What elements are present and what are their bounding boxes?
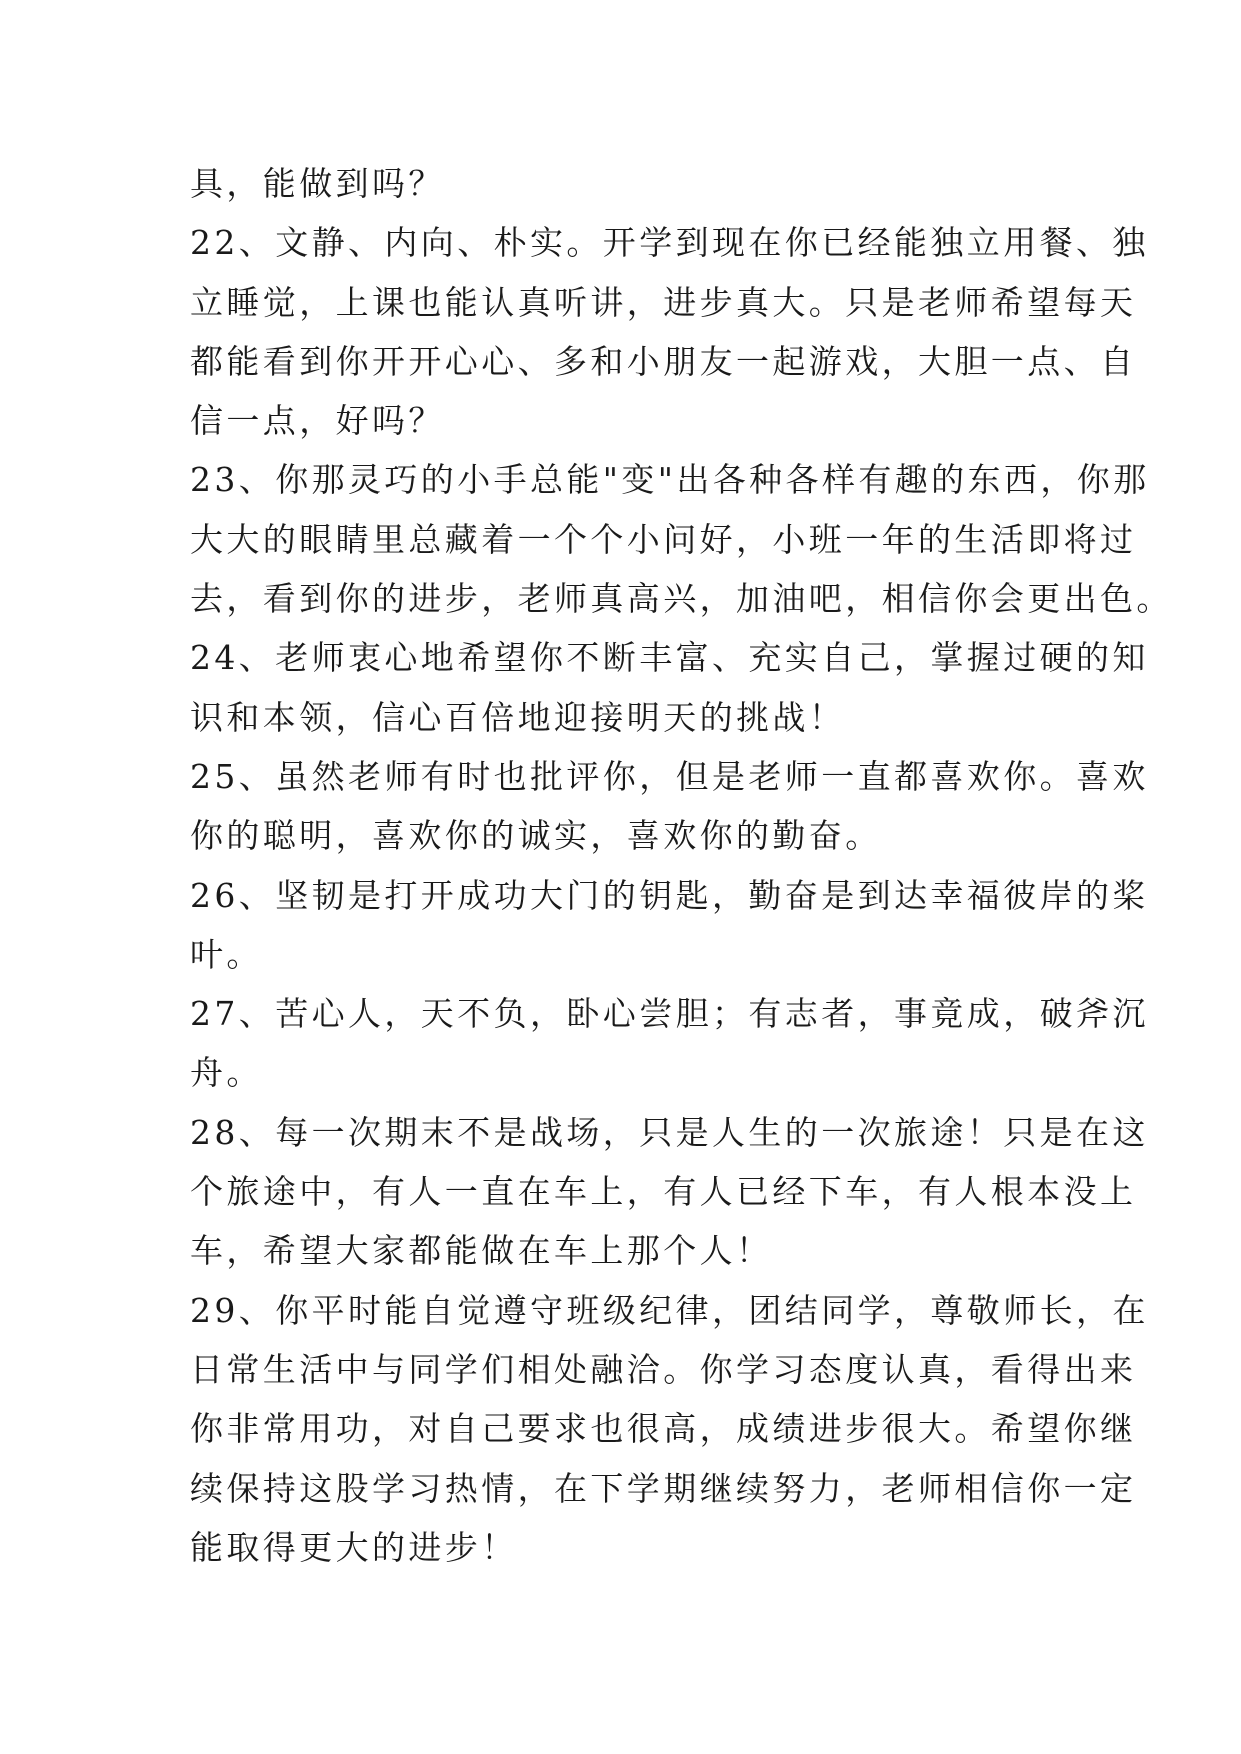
text-line: 日常生活中与同学们相处融洽。你学习态度认真，看得出来: [190, 1349, 1137, 1389]
text-line: 信一点，好吗？: [190, 401, 445, 441]
text-line: 续保持这股学习热情，在下学期继续努力，老师相信你一定: [190, 1468, 1137, 1508]
text-line: 29、你平时能自觉遵守班级纪律，团结同学，尊敬师长，在: [190, 1290, 1149, 1330]
text-line: 舟。: [190, 1053, 263, 1093]
text-line: 28、每一次期末不是战场，只是人生的一次旅途！只是在这: [190, 1112, 1149, 1152]
text-line: 叶。: [190, 934, 263, 974]
text-line: 24、老师衷心地希望你不断丰富、充实自己，掌握过硬的知: [190, 638, 1149, 678]
text-line: 立睡觉，上课也能认真听讲，进步真大。只是老师希望每天: [190, 282, 1137, 322]
text-line: 去，看到你的进步，老师真高兴，加油吧，相信你会更出色。: [190, 579, 1173, 619]
text-line: 26、坚韧是打开成功大门的钥匙，勤奋是到达幸福彼岸的桨: [190, 875, 1149, 915]
text-line: 25、虽然老师有时也批评你，但是老师一直都喜欢你。喜欢: [190, 756, 1149, 796]
text-line: 22、文静、内向、朴实。开学到现在你已经能独立用餐、独: [190, 223, 1149, 263]
text-line: 能取得更大的进步！: [190, 1527, 518, 1567]
text-line: 个旅途中，有人一直在车上，有人已经下车，有人根本没上: [190, 1172, 1137, 1212]
text-line: 你非常用功，对自己要求也很高，成绩进步很大。希望你继: [190, 1409, 1137, 1449]
text-line: 具，能做到吗？: [190, 164, 445, 203]
text-line: 车，希望大家都能做在车上那个人！: [190, 1231, 773, 1271]
text-line: 23、你那灵巧的小手总能"变"出各种各样有趣的东西，你那: [190, 460, 1150, 500]
text-line: 27、苦心人，天不负，卧心尝胆；有志者，事竟成，破斧沉: [190, 994, 1149, 1034]
document-body: [190, 154, 1173, 1577]
text-line: 都能看到你开开心心、多和小朋友一起游戏，大胆一点、自: [190, 341, 1137, 381]
text-line: 识和本领，信心百倍地迎接明天的挑战！: [190, 697, 846, 737]
text-line: 大大的眼睛里总藏着一个个小问好，小班一年的生活即将过: [190, 519, 1137, 559]
text-line: 你的聪明，喜欢你的诚实，喜欢你的勤奋。: [190, 816, 882, 856]
